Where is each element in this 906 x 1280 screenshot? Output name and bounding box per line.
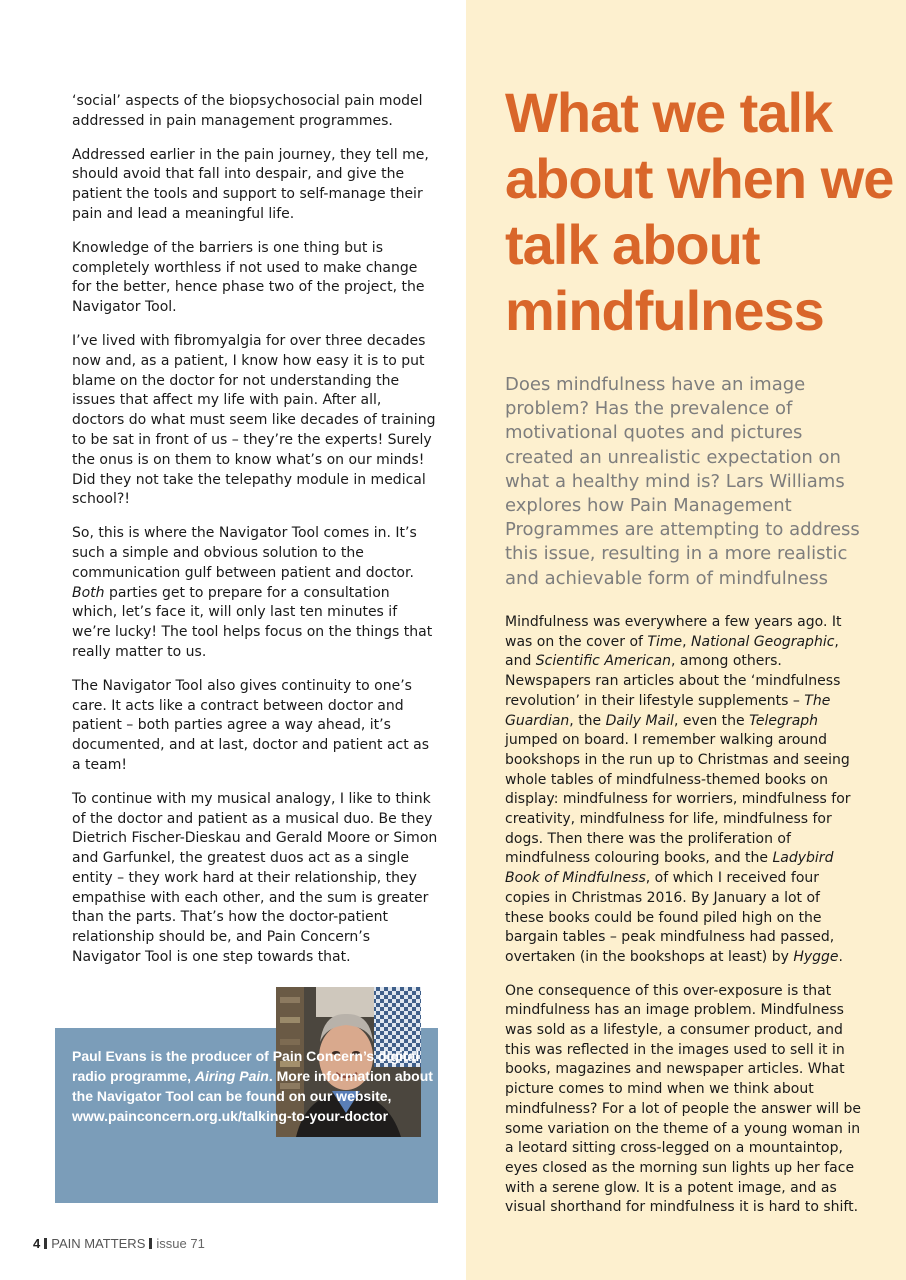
page-number: 4: [33, 1236, 41, 1251]
paragraph: The Navigator Tool also gives continuity to one’s care. It acts like a contract between doctor and patient – both parties agree a way ahead, it’s documented, and at last, doctor and patient act as a team!: [72, 677, 430, 773]
article-body: [505, 613, 863, 1232]
paragraph: Mindfulness was everywhere a few years ago. It was on the cover of Time, National Geographic, and Scientific American, among others. Newspapers ran articles about the ‘mindfulness revolution’ in their lifestyle supplements – The Guardian, the Daily Mail, even the Telegraph jumped on board. I remember walking around bookshops in the run up to Christmas and seeing whole tables of mindfulness-themed books on display: mindfulness for worriers, mindfulness for creativity, mindfulness for life, mindfulness for dogs. Then there was the proliferation of mindfulness colouring books, and the Ladybird Book of Mindfulness, of which I received four copies in Christmas 2016. By January a lot of these books could be found piled high on the bargain tables – peak mindfulness had passed, overtaken (in the bookshops at least) by Hygge.: [505, 614, 851, 965]
left-column-text: [72, 92, 438, 982]
divider: [44, 1238, 47, 1249]
article-headline: What we talk about when we talk about mindfulness: [505, 81, 894, 342]
page-footer: [33, 1236, 205, 1251]
article-standfirst: Does mindfulness have an image problem? Has the prevalence of motivational quotes and pictures created an unrealistic expectation on what a healthy mind is? Lars Williams explores how Pain Management Programmes are attempting to address this issue, resulting in a more realistic and achievable form of mindfulness: [505, 374, 860, 589]
paragraph: ‘social’ aspects of the biopsychosocial pain model addressed in pain management programmes.: [72, 93, 423, 129]
divider: [149, 1238, 152, 1249]
paragraph: To continue with my musical analogy, I like to think of the doctor and patient as a musical duo. Be they Dietrich Fischer-Dieskau and Gerald Moore or Simon and Garfunkel, the greatest duos act as a single entity – they work hard at their relationship, they empathise with each other, and the sum is greater than the parts. That’s how the doctor-patient relationship should be, and Pain Concern’s Navigator Tool is one step towards that.: [72, 790, 438, 966]
paragraph: Addressed earlier in the pain journey, they tell me, should avoid that fall into despair, and give the patient the tools and support to self-manage their pain and lead a meaningful life.: [72, 146, 429, 222]
paragraph: So, this is where the Navigator Tool comes in. It’s such a simple and obvious solution to the communication gulf between patient and doctor. Both parties get to prepare for a consultation which, let’s face it, will only last ten minutes if we’re lucky! The tool helps focus on the things that really matter to us.: [72, 525, 433, 660]
paragraph: I’ve lived with fibromyalgia for over three decades now and, as a patient, I know how easy it is to put blame on the doctor for not understanding the issues that affect my life with pain. After all, doctors do what must seem like decades of training to be sat in front of us – they’re the experts! Surely the onus is on them to know what’s on our minds! Did they not take the telepathy module in medical school?!: [72, 332, 436, 508]
paragraph: One consequence of this over-exposure is that mindfulness has an image problem. Mindfulness was sold as a lifestyle, a consumer product, and this was reflected in the images used to sell it in books, magazines and newspaper articles. What picture comes to mind when we think about mindfulness? For a lot of people the answer will be some variation on the theme of a young woman in a leotard sitting cross-legged on a mountaintop, eyes closed as the morning sun lights up her face with a serene glow. It is a potent image, and as visual shorthand for mindfulness it is hard to shift.: [505, 982, 862, 1216]
website-link[interactable]: www.painconcern.org.uk/talking-to-your-doctor: [72, 1108, 389, 1124]
magazine-name: PAIN MATTERS: [51, 1236, 146, 1251]
paragraph: Knowledge of the barriers is one thing but is completely worthless if not used to make change for the better, hence phase two of the project, the Navigator Tool.: [72, 239, 425, 316]
issue-label: issue 71: [156, 1236, 205, 1251]
author-bio-text: Paul Evans is the producer of Pain Concern’s digital radio programme, Airing Pain. More information about the Navigator Tool can be found on our website, www.painconcern.org.uk/talking-to-your-doctor: [72, 1048, 433, 1124]
